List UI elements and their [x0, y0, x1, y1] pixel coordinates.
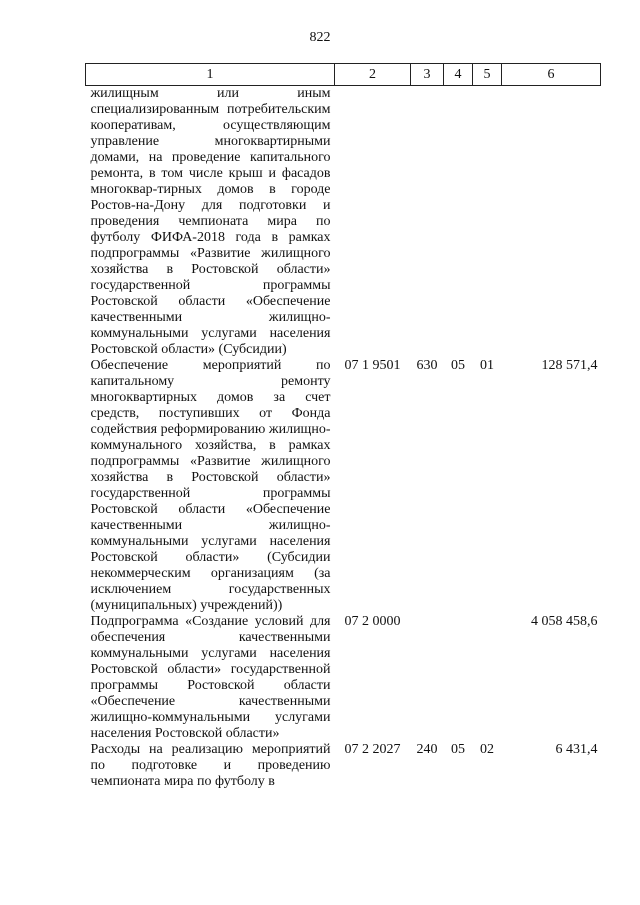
- row-expense-type: [411, 86, 444, 359]
- row-subsection: [473, 614, 502, 742]
- header-col-3: 3: [411, 64, 444, 86]
- header-col-2: 2: [335, 64, 411, 86]
- row-subsection: [473, 86, 502, 359]
- header-col-5: 5: [473, 64, 502, 86]
- row-target-code: 07 2 0000: [344, 614, 401, 629]
- row-expense-type: [411, 614, 444, 742]
- page-number: 822: [309, 30, 331, 45]
- row-section: [444, 614, 473, 742]
- row-subsection: 01: [480, 358, 494, 373]
- header-col-1: 1: [86, 64, 335, 86]
- row-description: Обеспечение мероприятий по капитальному ремонту многоквартирных домов за счет средств, поступивших от Фонда содействия реформированию жилищно-коммунального хозяйства, в рамках подпрограммы «Развитие жилищного хозяйства в Ростовской области» государственной программы Ростовской области «Обеспечение качественными жилищно-коммунальными услугами населения Ростовской области» (Субсидии некоммерческим организациям (за исключением государственных (муниципальных) учреждений)): [90, 358, 331, 613]
- row-target-code: [335, 86, 411, 359]
- header-col-4: 4: [444, 64, 473, 86]
- row-target-code: 07 2 2027: [344, 742, 401, 757]
- table-row: [86, 742, 601, 790]
- table-row: [86, 86, 601, 359]
- row-section: 05: [451, 742, 465, 757]
- row-description: жилищным или иным специализированным потребительским кооперативам, осуществляющим управление многоквартирными домами, на проведение капитального ремонта, в том числе крыш и фасадов многоквар-тирных домов в городе Ростов-на-Дону для подготовки и проведения чемпионата мира по футболу ФИФА-2018 года в рамках подпрограммы «Развитие жилищного хозяйства в Ростовской области» государственной программы Ростовской области «Обеспечение качественными жилищно-коммунальными услугами населения Ростовской области» (Субсидии): [90, 86, 331, 357]
- row-amount: 6 431,4: [555, 742, 598, 757]
- header-col-6: 6: [502, 64, 601, 86]
- row-section: [444, 86, 473, 359]
- row-amount: 128 571,4: [541, 358, 598, 373]
- row-description: Расходы на реализацию мероприятий по подготовке и проведению чемпионата мира по футболу в: [90, 742, 331, 789]
- row-target-code: 07 1 9501: [344, 358, 401, 373]
- row-description: Подпрограмма «Создание условий для обеспечения качественными коммунальными услугами населения Ростовской области» государственной программы Ростовской области «Обеспечение качественными жилищно-коммунальными услугами населения Ростовской области»: [90, 614, 331, 741]
- row-expense-type: 240: [416, 742, 438, 757]
- row-expense-type: 630: [416, 358, 438, 373]
- table-row: [86, 614, 601, 742]
- row-subsection: 02: [480, 742, 494, 757]
- row-amount: 4 058 458,6: [531, 614, 598, 629]
- header-row: [86, 64, 601, 86]
- row-amount: [502, 86, 601, 359]
- row-section: 05: [451, 358, 465, 373]
- table-row: [86, 358, 601, 614]
- budget-table: [85, 63, 601, 790]
